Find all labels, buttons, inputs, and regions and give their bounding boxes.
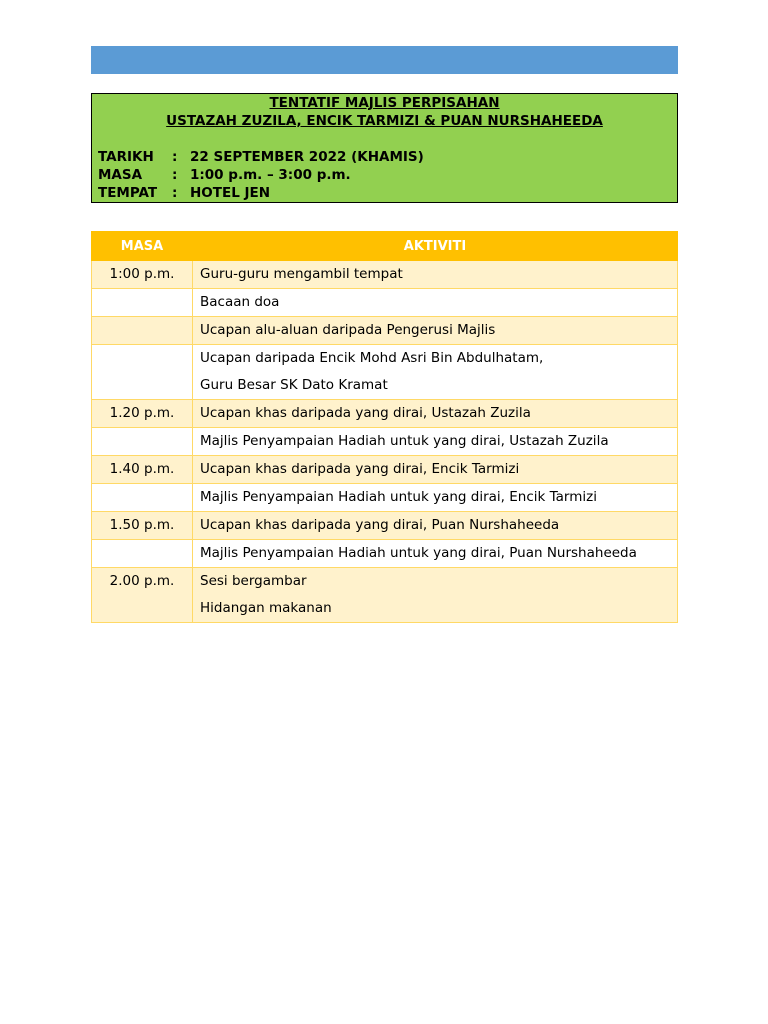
column-header-activity: AKTIVITI <box>193 232 678 261</box>
row-activity <box>193 317 678 345</box>
activity-line: Guru-guru mengambil tempat <box>200 266 403 282</box>
row-activity <box>193 456 678 484</box>
activity-line: Bacaan doa <box>200 294 280 310</box>
table-row <box>92 428 678 456</box>
row-activity <box>193 568 678 623</box>
event-details <box>98 148 677 202</box>
row-time: 1.50 p.m. <box>92 512 193 540</box>
activity-line: Ucapan alu-aluan daripada Pengerusi Majlis <box>200 322 496 338</box>
activity-line: Majlis Penyampaian Hadiah untuk yang dirai, Encik Tarmizi <box>200 489 597 505</box>
detail-date: TARIKH : 22 SEPTEMBER 2022 (KHAMIS) <box>98 149 424 165</box>
column-header-time: MASA <box>92 232 193 261</box>
row-activity <box>193 261 678 289</box>
row-time <box>92 484 193 512</box>
activity-line: Ucapan daripada Encik Mohd Asri Bin Abdulhatam, <box>200 350 544 366</box>
detail-date-value: 22 SEPTEMBER 2022 (KHAMIS) <box>190 149 424 165</box>
row-time: 1.40 p.m. <box>92 456 193 484</box>
row-time <box>92 345 193 400</box>
activity-line: Sesi bergambar <box>200 573 307 589</box>
activity-line: Guru Besar SK Dato Kramat <box>200 377 388 393</box>
activity-line: Ucapan khas daripada yang dirai, Ustazah Zuzila <box>200 405 531 421</box>
table-header-row <box>92 232 678 261</box>
detail-time: MASA : 1:00 p.m. – 3:00 p.m. <box>98 167 351 183</box>
event-honorees: USTAZAH ZUZILA, ENCIK TARMIZI & PUAN NURSHAHEEDA <box>166 113 603 129</box>
row-time <box>92 289 193 317</box>
table-row <box>92 400 678 428</box>
schedule-body <box>92 261 678 623</box>
table-row <box>92 540 678 568</box>
activity-line: Hidangan makanan <box>200 600 332 616</box>
table-row <box>92 568 678 623</box>
table-row <box>92 289 678 317</box>
row-activity <box>193 540 678 568</box>
row-activity <box>193 512 678 540</box>
row-activity <box>193 345 678 400</box>
activity-line: Majlis Penyampaian Hadiah untuk yang dirai, Ustazah Zuzila <box>200 433 609 449</box>
detail-time-value: 1:00 p.m. – 3:00 p.m. <box>190 167 351 183</box>
row-activity <box>193 484 678 512</box>
row-time <box>92 428 193 456</box>
header-banner-bar <box>91 46 678 74</box>
table-row <box>92 484 678 512</box>
row-time <box>92 317 193 345</box>
row-time: 1.20 p.m. <box>92 400 193 428</box>
schedule-table <box>91 231 678 623</box>
table-row <box>92 456 678 484</box>
activity-line: Majlis Penyampaian Hadiah untuk yang dirai, Puan Nurshaheeda <box>200 545 637 561</box>
detail-venue: TEMPAT : HOTEL JEN <box>98 185 271 201</box>
table-row <box>92 317 678 345</box>
event-title: TENTATIF MAJLIS PERPISAHAN <box>269 95 500 111</box>
table-row <box>92 512 678 540</box>
row-activity <box>193 400 678 428</box>
event-info-box <box>91 93 678 203</box>
row-time: 2.00 p.m. <box>92 568 193 623</box>
row-time: 1:00 p.m. <box>92 261 193 289</box>
row-time <box>92 540 193 568</box>
activity-line: Ucapan khas daripada yang dirai, Encik Tarmizi <box>200 461 520 477</box>
row-activity <box>193 289 678 317</box>
activity-line: Ucapan khas daripada yang dirai, Puan Nurshaheeda <box>200 517 560 533</box>
table-row <box>92 345 678 400</box>
row-activity <box>193 428 678 456</box>
detail-venue-value: HOTEL JEN <box>190 185 271 201</box>
table-row <box>92 261 678 289</box>
